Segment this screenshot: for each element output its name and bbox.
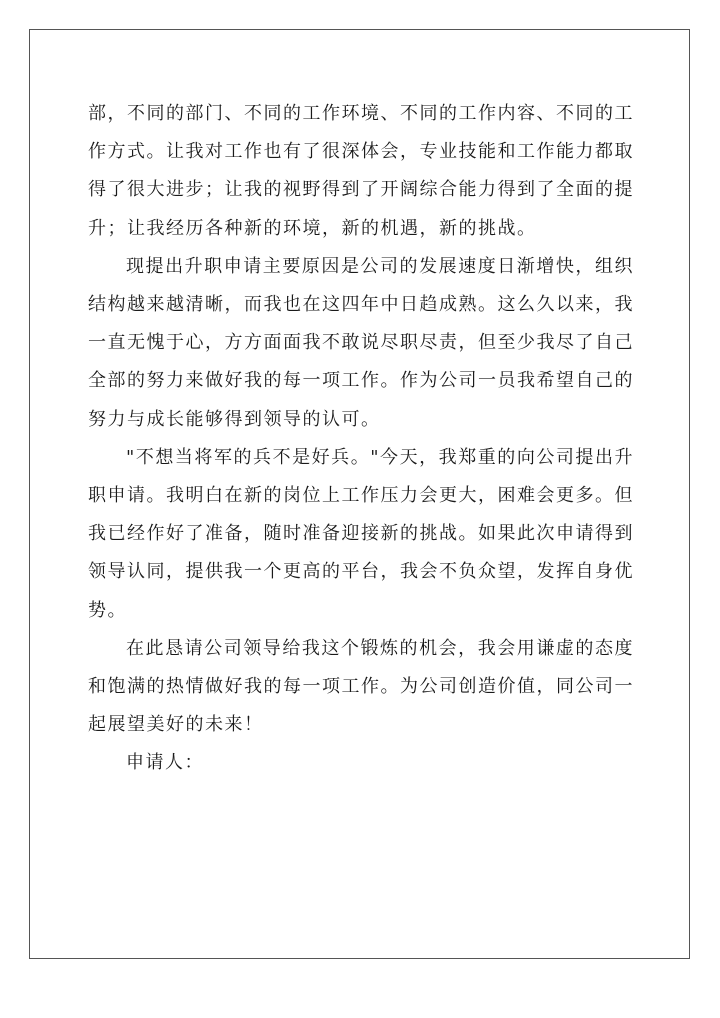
document-body [88, 95, 634, 783]
paragraph-formal-request: "不想当将军的兵不是好兵。"今天，我郑重的向公司提出升职申请。我明白在新的岗位上工作压力会更大，困难会更多。但我已经作好了准备，随时准备迎接新的挑战。如果此次申请得到领导认同，提供我一个更高的平台，我会不负众望，发挥自身优势。 [88, 446, 634, 621]
paragraph-closing-plea: 在此恳请公司领导给我这个锻炼的机会，我会用谦虚的态度和饱满的热情做好我的每一项工作。为公司创造价值，同公司一起展望美好的未来！ [88, 637, 634, 736]
paragraph-promotion-reason: 现提出升职申请主要原因是公司的发展速度日渐增快，组织结构越来越清晰，而我也在这四年中日趋成熟。这么久以来，我一直无愧于心，方方面面我不敢说尽职尽责，但至少我尽了自己全部的努力来做好我的每一项工作。作为公司一员我希望自己的努力与成长能够得到领导的认可。 [88, 255, 634, 430]
paragraph-continuation: 部，不同的部门、不同的工作环境、不同的工作内容、不同的工作方式。让我对工作也有了很深体会，专业技能和工作能力都取得了很大进步；让我的视野得到了开阔综合能力得到了全面的提升；让我经历各种新的环境，新的机遇，新的挑战。 [88, 103, 634, 239]
applicant-signature-line: 申请人： [126, 752, 204, 774]
